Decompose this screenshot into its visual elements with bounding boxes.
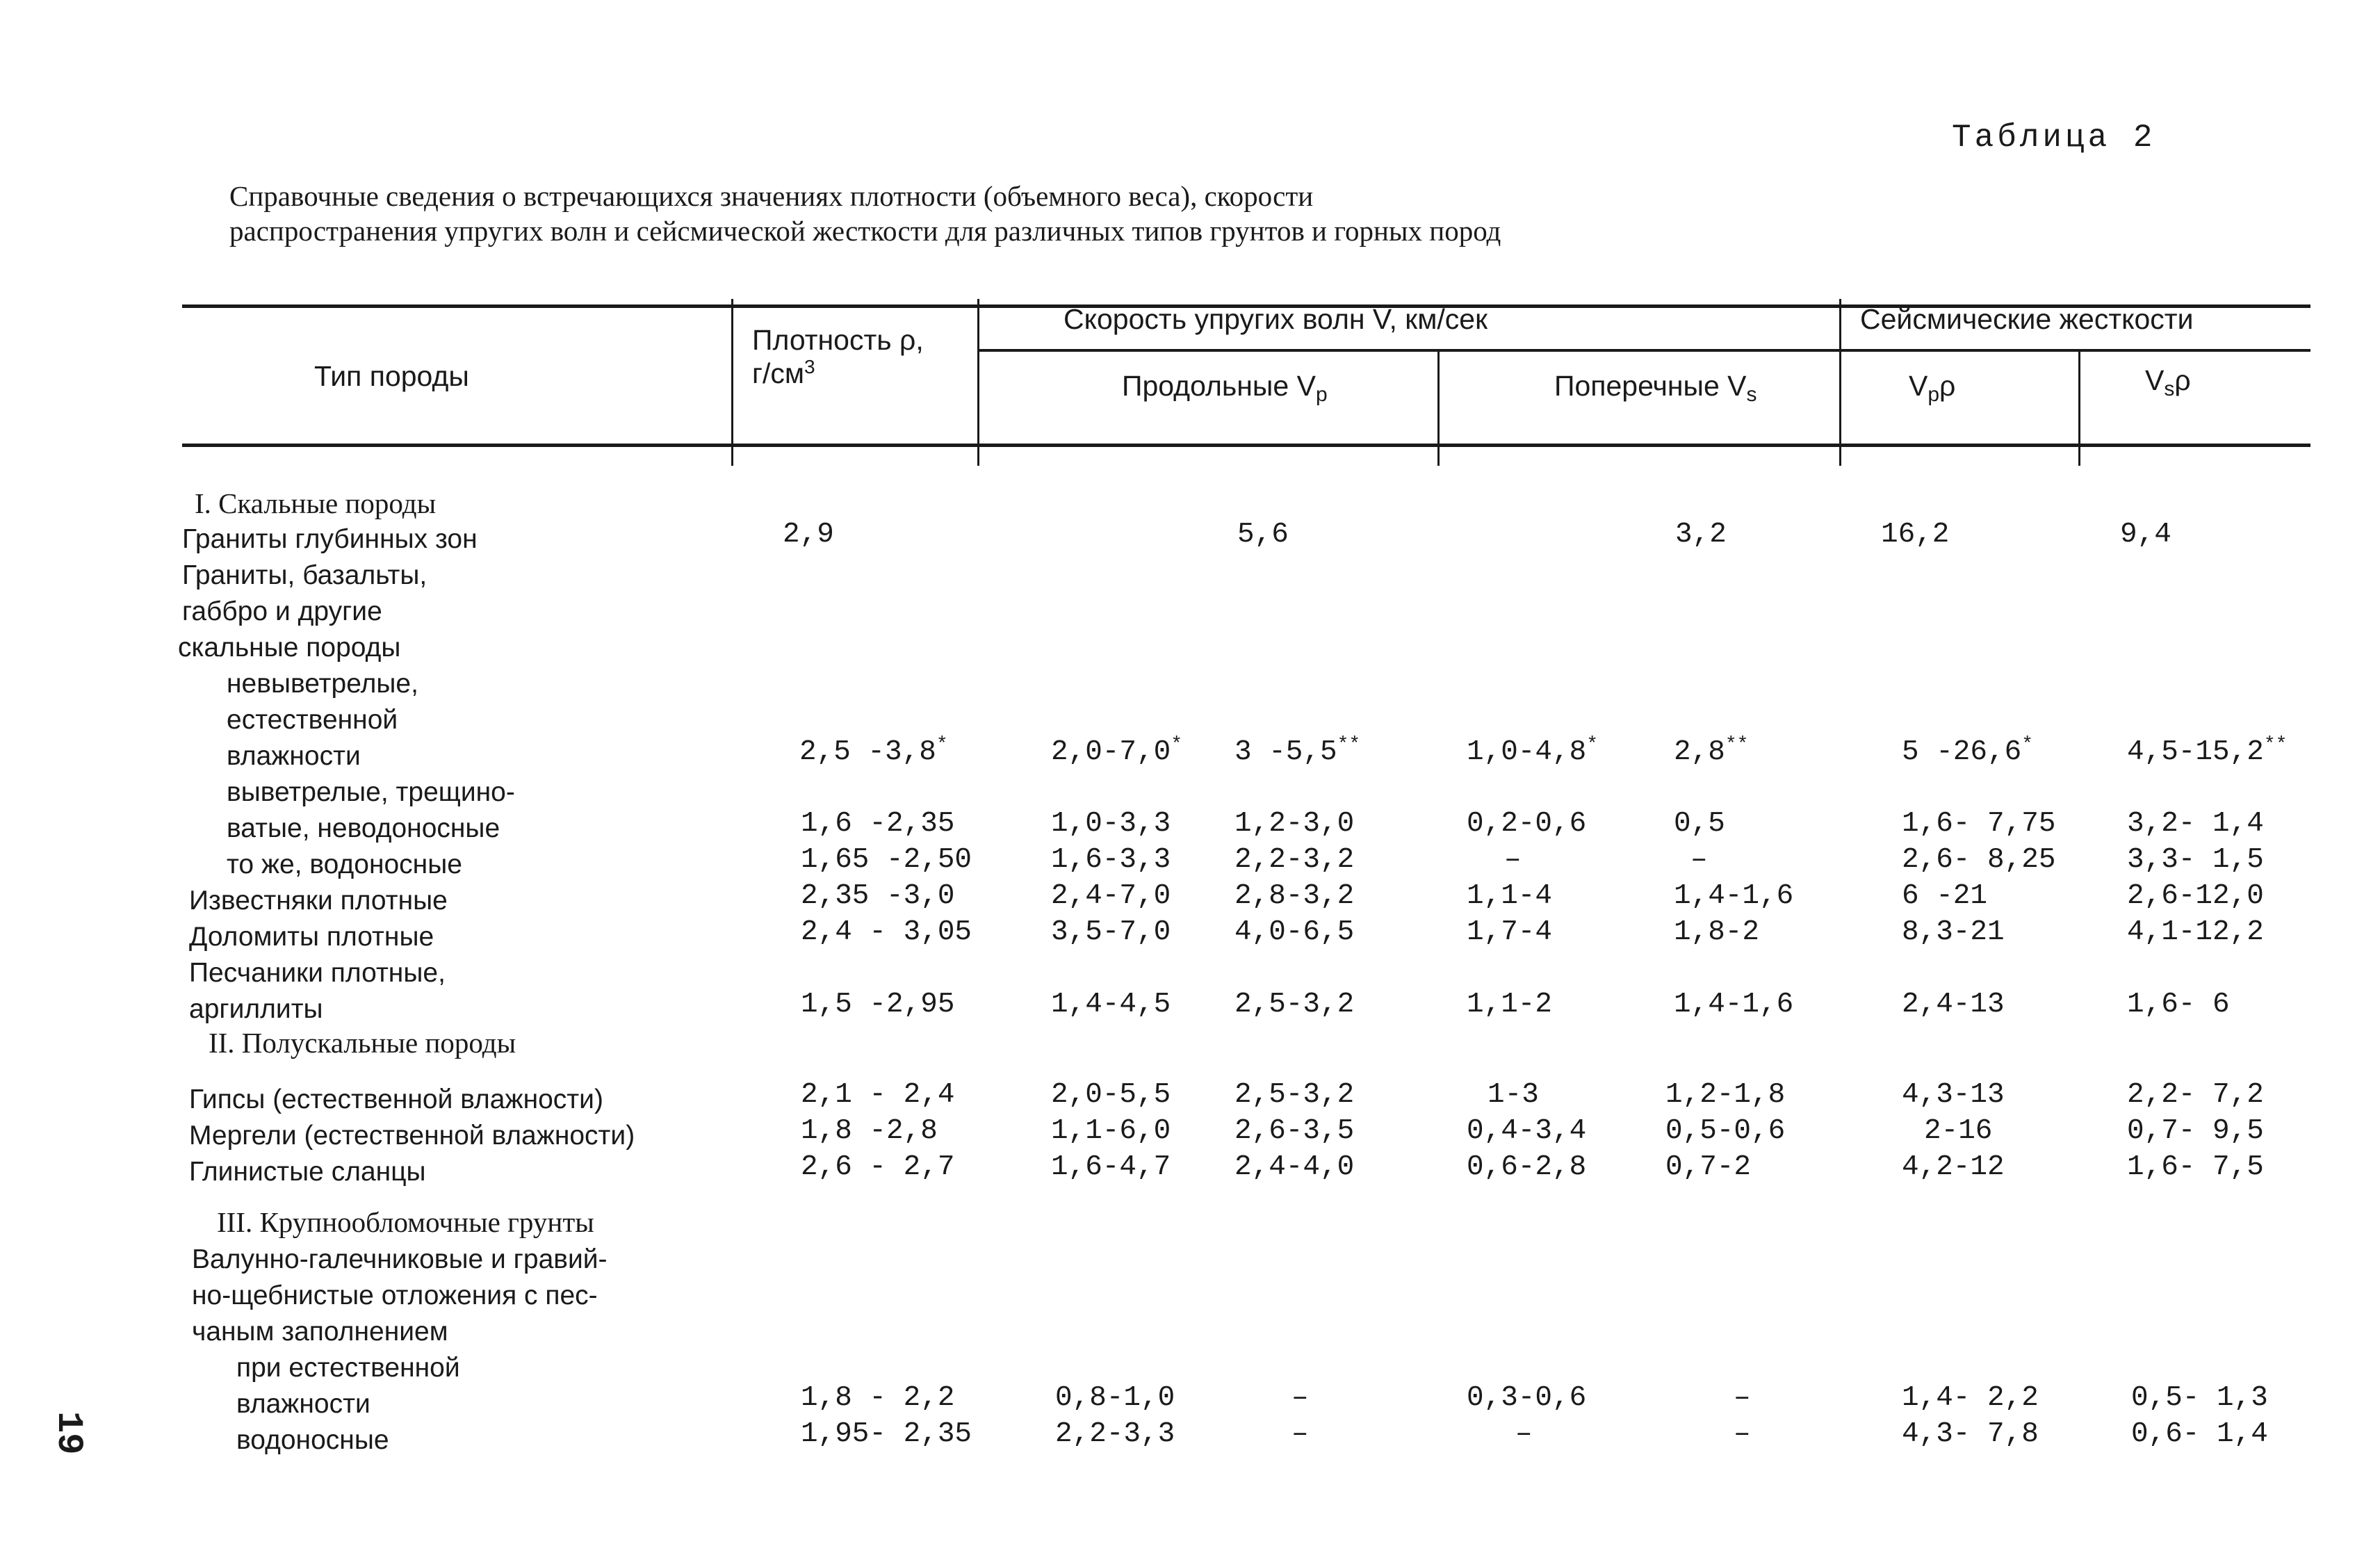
cell-vp-range: 1,0-3,3: [1051, 808, 1171, 840]
column-divider: [2078, 349, 2080, 466]
cell-density: 1,5 -2,95: [801, 989, 955, 1021]
cell-vs-alt: 1,2-1,8: [1665, 1079, 1786, 1111]
cell-vp-range: 1,6-4,7: [1051, 1151, 1171, 1183]
row-label-section: II. Полускальные породы: [209, 1027, 516, 1059]
cell-vp-alt: –: [1291, 1418, 1309, 1450]
cell-density: 2,4 - 3,05: [801, 916, 972, 948]
column-divider: [1839, 299, 1841, 466]
cell-vp-alt: 4,0-6,5: [1234, 916, 1355, 948]
table-label: Таблица 2: [1952, 120, 2156, 156]
cell-vs-range: 0,2-0,6: [1467, 808, 1587, 840]
cell-vprho: 4,3- 7,8: [1902, 1418, 2039, 1450]
cell-vp-range: 1,4-4,5: [1051, 989, 1171, 1021]
cell-vprho: 6 -21: [1902, 880, 1988, 912]
cell-vp-range: 1,6-3,3: [1051, 844, 1171, 876]
cell-vp-range: 2,0-5,5: [1051, 1079, 1171, 1111]
row-label: влажности: [236, 1389, 370, 1419]
cell-vs-alt: 1,8-2: [1674, 916, 1760, 948]
cell-density: 2,9: [783, 519, 834, 551]
cell-vprho: 2-16: [1924, 1115, 1993, 1147]
row-label: габбро и другие: [182, 596, 382, 626]
cell-vprho: 16,2: [1881, 519, 1950, 551]
cell-vs-range: 1,1-2: [1467, 989, 1553, 1021]
column-divider: [1437, 349, 1440, 466]
cell-vs-range: –: [1515, 1418, 1533, 1450]
cell-vp-alt: 3 -5,5**: [1234, 734, 1361, 768]
row-label: невыветрелые,: [227, 669, 418, 699]
cell-vs-alt: 2,8**: [1674, 734, 1749, 768]
cell-vs-alt: 0,5: [1674, 808, 1725, 840]
cell-density: 2,6 - 2,7: [801, 1151, 955, 1183]
row-label: Глинистые сланцы: [189, 1157, 426, 1187]
cell-vp-range: 3,5-7,0: [1051, 916, 1171, 948]
cell-vp-range: 2,2-3,3: [1055, 1418, 1175, 1450]
cell-vprho: 8,3-21: [1902, 916, 2005, 948]
cell-vs-range: 1,1-4: [1467, 880, 1553, 912]
header-density-line2: $г/см^3$: [752, 356, 815, 389]
column-divider: [977, 299, 979, 466]
cell-vp-range: 0,8-1,0: [1055, 1382, 1175, 1414]
cell-vs-alt: 0,7-2: [1665, 1151, 1752, 1183]
cell-vsrho: 0,7- 9,5: [2127, 1115, 2264, 1147]
cell-vprho: 4,2-12: [1902, 1151, 2005, 1183]
row-label: при естественной: [236, 1353, 460, 1383]
header-density-line1: Плотность ρ,: [752, 324, 924, 356]
cell-vs-range: –: [1504, 844, 1522, 876]
cell-vp-alt: 2,8-3,2: [1234, 880, 1355, 912]
cell-vs-alt: –: [1734, 1418, 1751, 1450]
row-label: аргиллиты: [189, 994, 323, 1024]
row-label: то же, водоносные: [227, 850, 462, 879]
column-divider: [731, 299, 733, 466]
cell-vsrho: 9,4: [2120, 519, 2171, 551]
cell-vs-alt: 0,5-0,6: [1665, 1115, 1786, 1147]
page-number: 19: [48, 1411, 89, 1455]
caption-line-2: распространения упругих волн и сейсмической жесткости для различных типов грунтов и горных пород: [229, 215, 1501, 247]
row-label: чаным заполнением: [192, 1317, 448, 1347]
cell-vsrho: 0,6- 1,4: [2131, 1418, 2268, 1450]
cell-vp-alt: –: [1291, 1382, 1309, 1414]
cell-vs-alt: 1,4-1,6: [1674, 989, 1794, 1021]
cell-vsrho: 2,6-12,0: [2127, 880, 2264, 912]
cell-density: 1,95- 2,35: [801, 1418, 972, 1450]
row-label: Граниты, базальты,: [182, 560, 427, 590]
cell-vsrho: 2,2- 7,2: [2127, 1079, 2264, 1111]
cell-vsrho: 1,6- 7,5: [2127, 1151, 2264, 1183]
cell-vp: 5,6: [1237, 519, 1289, 551]
cell-density: 2,1 - 2,4: [801, 1079, 955, 1111]
header-velocity-group: Скорость упругих волн V, км/сек: [1063, 303, 1488, 335]
row-label: Граниты глубинных зон: [182, 524, 478, 554]
row-label: Валунно-галечниковые и гравий-: [192, 1244, 608, 1274]
row-label: Мергели (естественной влажности): [189, 1121, 635, 1151]
cell-vsrho: 0,5- 1,3: [2131, 1382, 2268, 1414]
row-label: Песчаники плотные,: [189, 958, 446, 988]
row-label: влажности: [227, 741, 361, 771]
header-vp-rho: $V_p\rho$: [1909, 370, 1956, 406]
cell-vp-alt: 2,4-4,0: [1234, 1151, 1355, 1183]
cell-vs-range: 1,7-4: [1467, 916, 1553, 948]
row-label: ватые, неводоносные: [227, 813, 500, 843]
header-vs-rho: $V_s\rho$: [2145, 364, 2191, 400]
cell-vs-alt: –: [1690, 844, 1708, 876]
row-label: Доломиты плотные: [189, 922, 434, 952]
row-label: Гипсы (естественной влажности): [189, 1084, 603, 1114]
cell-vp-range: 1,1-6,0: [1051, 1115, 1171, 1147]
row-label: скальные породы: [178, 633, 401, 663]
cell-vsrho: 4,1-12,2: [2127, 916, 2264, 948]
row-label-section: I. Скальные породы: [195, 487, 437, 519]
cell-vsrho: 3,2- 1,4: [2127, 808, 2264, 840]
row-label: водоносные: [236, 1425, 389, 1455]
cell-vp-alt: 2,2-3,2: [1234, 844, 1355, 876]
cell-vsrho: 3,3- 1,5: [2127, 844, 2264, 876]
cell-vs-range: 0,3-0,6: [1467, 1382, 1587, 1414]
row-label: Известняки плотные: [189, 886, 448, 916]
cell-vs-range: 0,6-2,8: [1467, 1151, 1587, 1183]
row-label: но-щебнистые отложения с пес-: [192, 1281, 598, 1310]
cell-vprho: 1,6- 7,75: [1902, 808, 2056, 840]
header-rock-type: Тип породы: [314, 360, 469, 392]
header-bottom-rule: [182, 444, 2310, 447]
cell-density: 2,5 -3,8*: [799, 734, 948, 768]
cell-vsrho: 1,6- 6: [2127, 989, 2230, 1021]
cell-vp-alt: 2,6-3,5: [1234, 1115, 1355, 1147]
cell-vs: 3,2: [1675, 519, 1727, 551]
cell-vp-range: 2,0-7,0*: [1051, 734, 1183, 768]
cell-vs-alt: 1,4-1,6: [1674, 880, 1794, 912]
cell-vs-range: 1,0-4,8*: [1467, 734, 1599, 768]
cell-vs-range: 0,4-3,4: [1467, 1115, 1587, 1147]
cell-density: 1,8 - 2,2: [801, 1382, 955, 1414]
row-label: выветрелые, трещино-: [227, 777, 515, 807]
header-stiffness-group: Сейсмические жесткости: [1860, 303, 2194, 335]
cell-vprho: 4,3-13: [1902, 1079, 2005, 1111]
cell-vprho: 2,4-13: [1902, 989, 2005, 1021]
header-transverse: Поперечные $V_s$: [1554, 370, 1757, 406]
cell-vp-alt: 2,5-3,2: [1234, 989, 1355, 1021]
header-longitudinal: Продольные $V_p$: [1122, 370, 1328, 406]
caption-line-1: Справочные сведения о встречающихся значениях плотности (объемного веса), скорости: [229, 180, 1314, 212]
row-label-section: III. Крупнообломочные грунты: [217, 1206, 594, 1238]
cell-vp-alt: 2,5-3,2: [1234, 1079, 1355, 1111]
cell-density: 1,65 -2,50: [801, 844, 972, 876]
cell-density: 1,8 -2,8: [801, 1115, 938, 1147]
cell-density: 2,35 -3,0: [801, 880, 955, 912]
row-label: естественной: [227, 705, 398, 735]
subheader-rule: [977, 349, 2310, 352]
cell-vp-alt: 1,2-3,0: [1234, 808, 1355, 840]
cell-vp-range: 2,4-7,0: [1051, 880, 1171, 912]
cell-density: 1,6 -2,35: [801, 808, 955, 840]
cell-vprho: 1,4- 2,2: [1902, 1382, 2039, 1414]
cell-vs-range: 1-3: [1488, 1079, 1539, 1111]
cell-vprho: 5 -26,6*: [1902, 734, 2034, 768]
cell-vsrho: 4,5-15,2**: [2127, 734, 2288, 768]
cell-vprho: 2,6- 8,25: [1902, 844, 2056, 876]
cell-vs-alt: –: [1734, 1382, 1751, 1414]
